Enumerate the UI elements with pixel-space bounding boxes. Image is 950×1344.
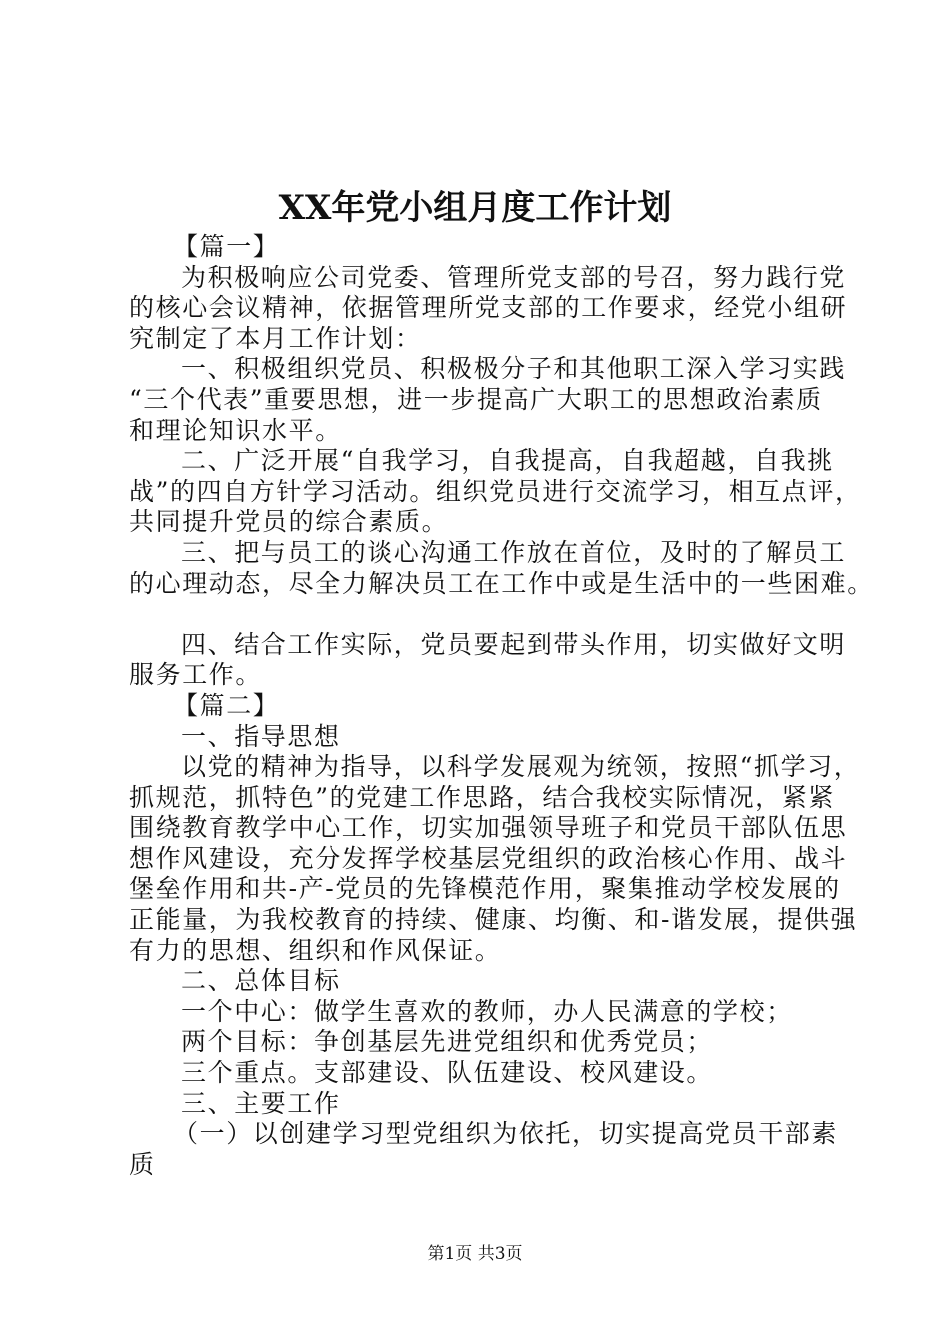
- paragraph-line: 一个中心：做学生喜欢的教师，办人民满意的学校；: [181, 996, 793, 1026]
- paragraph-line: 为积极响应公司党委、管理所党支部的号召，努力践行党: [181, 262, 847, 292]
- subheading: 一、指导思想: [181, 721, 341, 751]
- paragraph-line: 想作风建设，充分发挥学校基层党组织的政治核心作用、战斗: [129, 843, 848, 873]
- paragraph-line: “三个代表”重要思想，进一步提高广大职工的思想政治素质: [129, 384, 823, 414]
- subheading: 二、总体目标: [181, 966, 341, 996]
- paragraph-line: 三、把与员工的谈心沟通工作放在首位，及时的了解员工: [181, 537, 847, 567]
- section-heading-1: 【篇一】: [173, 232, 280, 261]
- subheading: 三、主要工作: [181, 1088, 341, 1118]
- paragraph-line: 究制定了本月工作计划：: [129, 323, 422, 353]
- paragraph-line: 一、积极组织党员、积极极分子和其他职工深入学习实践: [181, 354, 847, 384]
- paragraph-line: 堡垒作用和共-产-党员的先锋模范作用，聚集推动学校发展的: [129, 874, 841, 904]
- section-heading-2: 【篇二】: [173, 690, 280, 720]
- paragraph-line: 围绕教育教学中心工作，切实加强领导班子和党员干部队伍思: [129, 813, 848, 843]
- paragraph-line: （一）以创建学习型党组织为依托，切实提高党员干部素: [173, 1119, 839, 1149]
- blank-line: [129, 599, 841, 630]
- paragraph-line: 和理论知识水平。: [129, 415, 342, 445]
- paragraph-line: 有力的思想、组织和作风保证。: [129, 935, 502, 965]
- paragraph-line: 两个目标：争创基层先进党组织和优秀党员；: [181, 1027, 714, 1057]
- paragraph-line: 战”的四自方针学习活动。组织党员进行交流学习，相互点评，: [129, 476, 862, 506]
- paragraph-line: 四、结合工作实际，党员要起到带头作用，切实做好文明: [181, 629, 847, 659]
- page-footer: 第1页 共3页: [427, 1244, 523, 1264]
- paragraph-line: 正能量，为我校教育的持续、健康、均衡、和-谐发展，提供强: [129, 905, 858, 935]
- paragraph-line: 共同提升党员的综合素质。: [129, 507, 449, 537]
- paragraph-line: 服务工作。: [129, 660, 263, 690]
- paragraph-line: 二、广泛开展“自我学习，自我提高，自我超越，自我挑: [181, 446, 834, 476]
- paragraph-line: 的心理动态，尽全力解决员工在工作中或是生活中的一些困难。: [129, 568, 874, 598]
- paragraph-line: 的核心会议精神，依据管理所党支部的工作要求，经党小组研: [129, 293, 848, 323]
- paragraph-line: 以党的精神为指导，以科学发展观为统领，按照“抓学习，: [181, 752, 861, 782]
- paragraph-line: 质: [129, 1149, 156, 1179]
- paragraph-line: 三个重点。支部建设、队伍建设、校风建设。: [181, 1058, 714, 1088]
- paragraph-line: 抓规范，抓特色”的党建工作思路，结合我校实际情况，紧紧: [129, 782, 835, 812]
- document-title: XX年党小组月度工作计划: [278, 188, 672, 228]
- document-body: [129, 232, 874, 1180]
